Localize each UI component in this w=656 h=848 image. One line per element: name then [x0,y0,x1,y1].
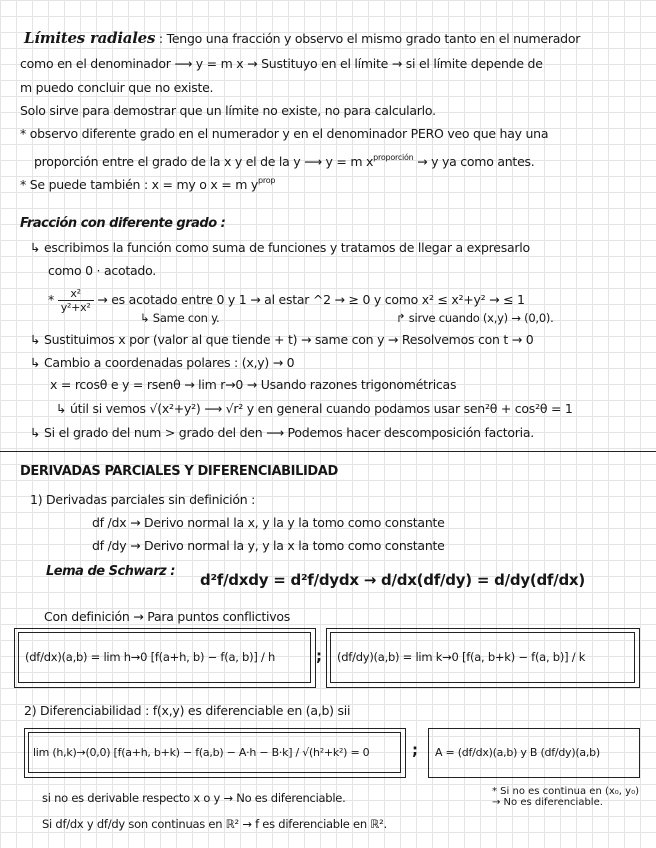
line: * $\frac{\text{x²}}{\text{y²+x²}}$ → es acotado entre 0 y 1 → al estar ^2 → ≥ 0 y como x² ≤ x²+y² → ≤ 1 [48,287,525,314]
diff-limit-box [24,728,406,778]
separator: ; [412,741,418,759]
schwarz-equation: d²f/dxdy = d²f/dydx → d/dx(df/dy) = d/dy(df/dx) [200,571,585,589]
separator: ; [316,647,322,665]
line: ↳ Si el grado del num > grado del den ⟶ Podemos hacer descomposición factoria. [30,425,534,440]
line: ↳ Cambio a coordenadas polares : (x,y) → 0 [30,355,295,370]
line: Límites radiales : Tengo una fracción y observo el mismo grado tanto en el numerador [24,29,581,47]
fraction: $\frac{\text{x²}}{\text{y²+x²}}$ [58,287,94,314]
line: Si df/dx y df/dy son continuas en ℝ² → f es diferenciable en ℝ². [42,817,387,831]
line: proporción entre el grado de la x y el de la y ⟶ y = m $x^{proporción} \to y$ ya como antes. [34,153,535,169]
formula-box-dx [14,628,316,688]
line: si no es derivable respecto x o y → No es diferenciable. [42,791,346,805]
line: 2) Diferenciabilidad : f(x,y) es diferenciable en (a,b) sii [24,703,351,718]
line: ↱ sirve cuando (x,y) → (0,0). [396,311,554,325]
line: m puedo concluir que no existe. [20,80,214,95]
line: ↳ escribimos la función como suma de funciones y tratamos de llegar a expresarlo [30,240,530,255]
section-title-fraccion: Fracción con diferente grado : [20,216,226,231]
line: df /dy → Derivo normal la y, y la x la tomo como constante [92,538,445,553]
section-title-limites-radiales: Límites radiales [24,29,156,47]
line: ↳ Same con y. [140,311,220,325]
formula-dy: (df/dy)(a,b) = lim k→0 [f(a, b+k) − f(a, b)] / k [337,650,586,664]
line: Solo sirve para demostrar que un límite no existe, no para calcularlo. [20,103,436,118]
continuity-note: * Si no es continua en (x₀, y₀) → No es diferenciable. [492,786,639,808]
diff-limit: lim (h,k)→(0,0) [f(a+h, b+k) − f(a,b) − A·h − B·k] / √(h²+k²) = 0 [33,746,370,759]
line: como 0 · acotado. [48,263,157,278]
line: df /dx → Derivo normal la x, y la y la tomo como constante [92,515,445,530]
line: * Se puede también : x = my o x = m $y^{prop}$ [20,176,276,192]
line: ↳ Sustituimos x por (valor al que tiende + t) → same con y → Resolvemos con t → 0 [30,332,534,347]
schwarz-label: Lema de Schwarz : [46,564,175,579]
divider [0,451,656,452]
line: Con definición → Para puntos conflictivos [44,609,291,624]
line: como en el denominador ⟶ y = m x → Sustituyo en el límite → si el límite depende de [20,56,543,71]
ab-box [428,728,640,778]
line: ↳ útil si vemos √(x²+y²) ⟶ √r² y en general cuando podamos usar sen²θ + cos²θ = 1 [56,401,573,416]
line: * observo diferente grado en el numerador y en el denominador PERO veo que hay una [20,126,549,141]
formula-box-dy [326,628,640,688]
line: 1) Derivadas parciales sin definición : [30,492,256,507]
ab-definition: A = (df/dx)(a,b) y B (df/dy)(a,b) [435,746,600,759]
line: x = rcosθ e y = rsenθ → lim r→0 → Usando razones trigonométricas [50,377,457,392]
formula-dx: (df/dx)(a,b) = lim h→0 [f(a+h, b) − f(a, b)] / h [25,650,276,664]
section-title-derivadas: DERIVADAS PARCIALES Y DIFERENCIABILIDAD [20,464,338,479]
